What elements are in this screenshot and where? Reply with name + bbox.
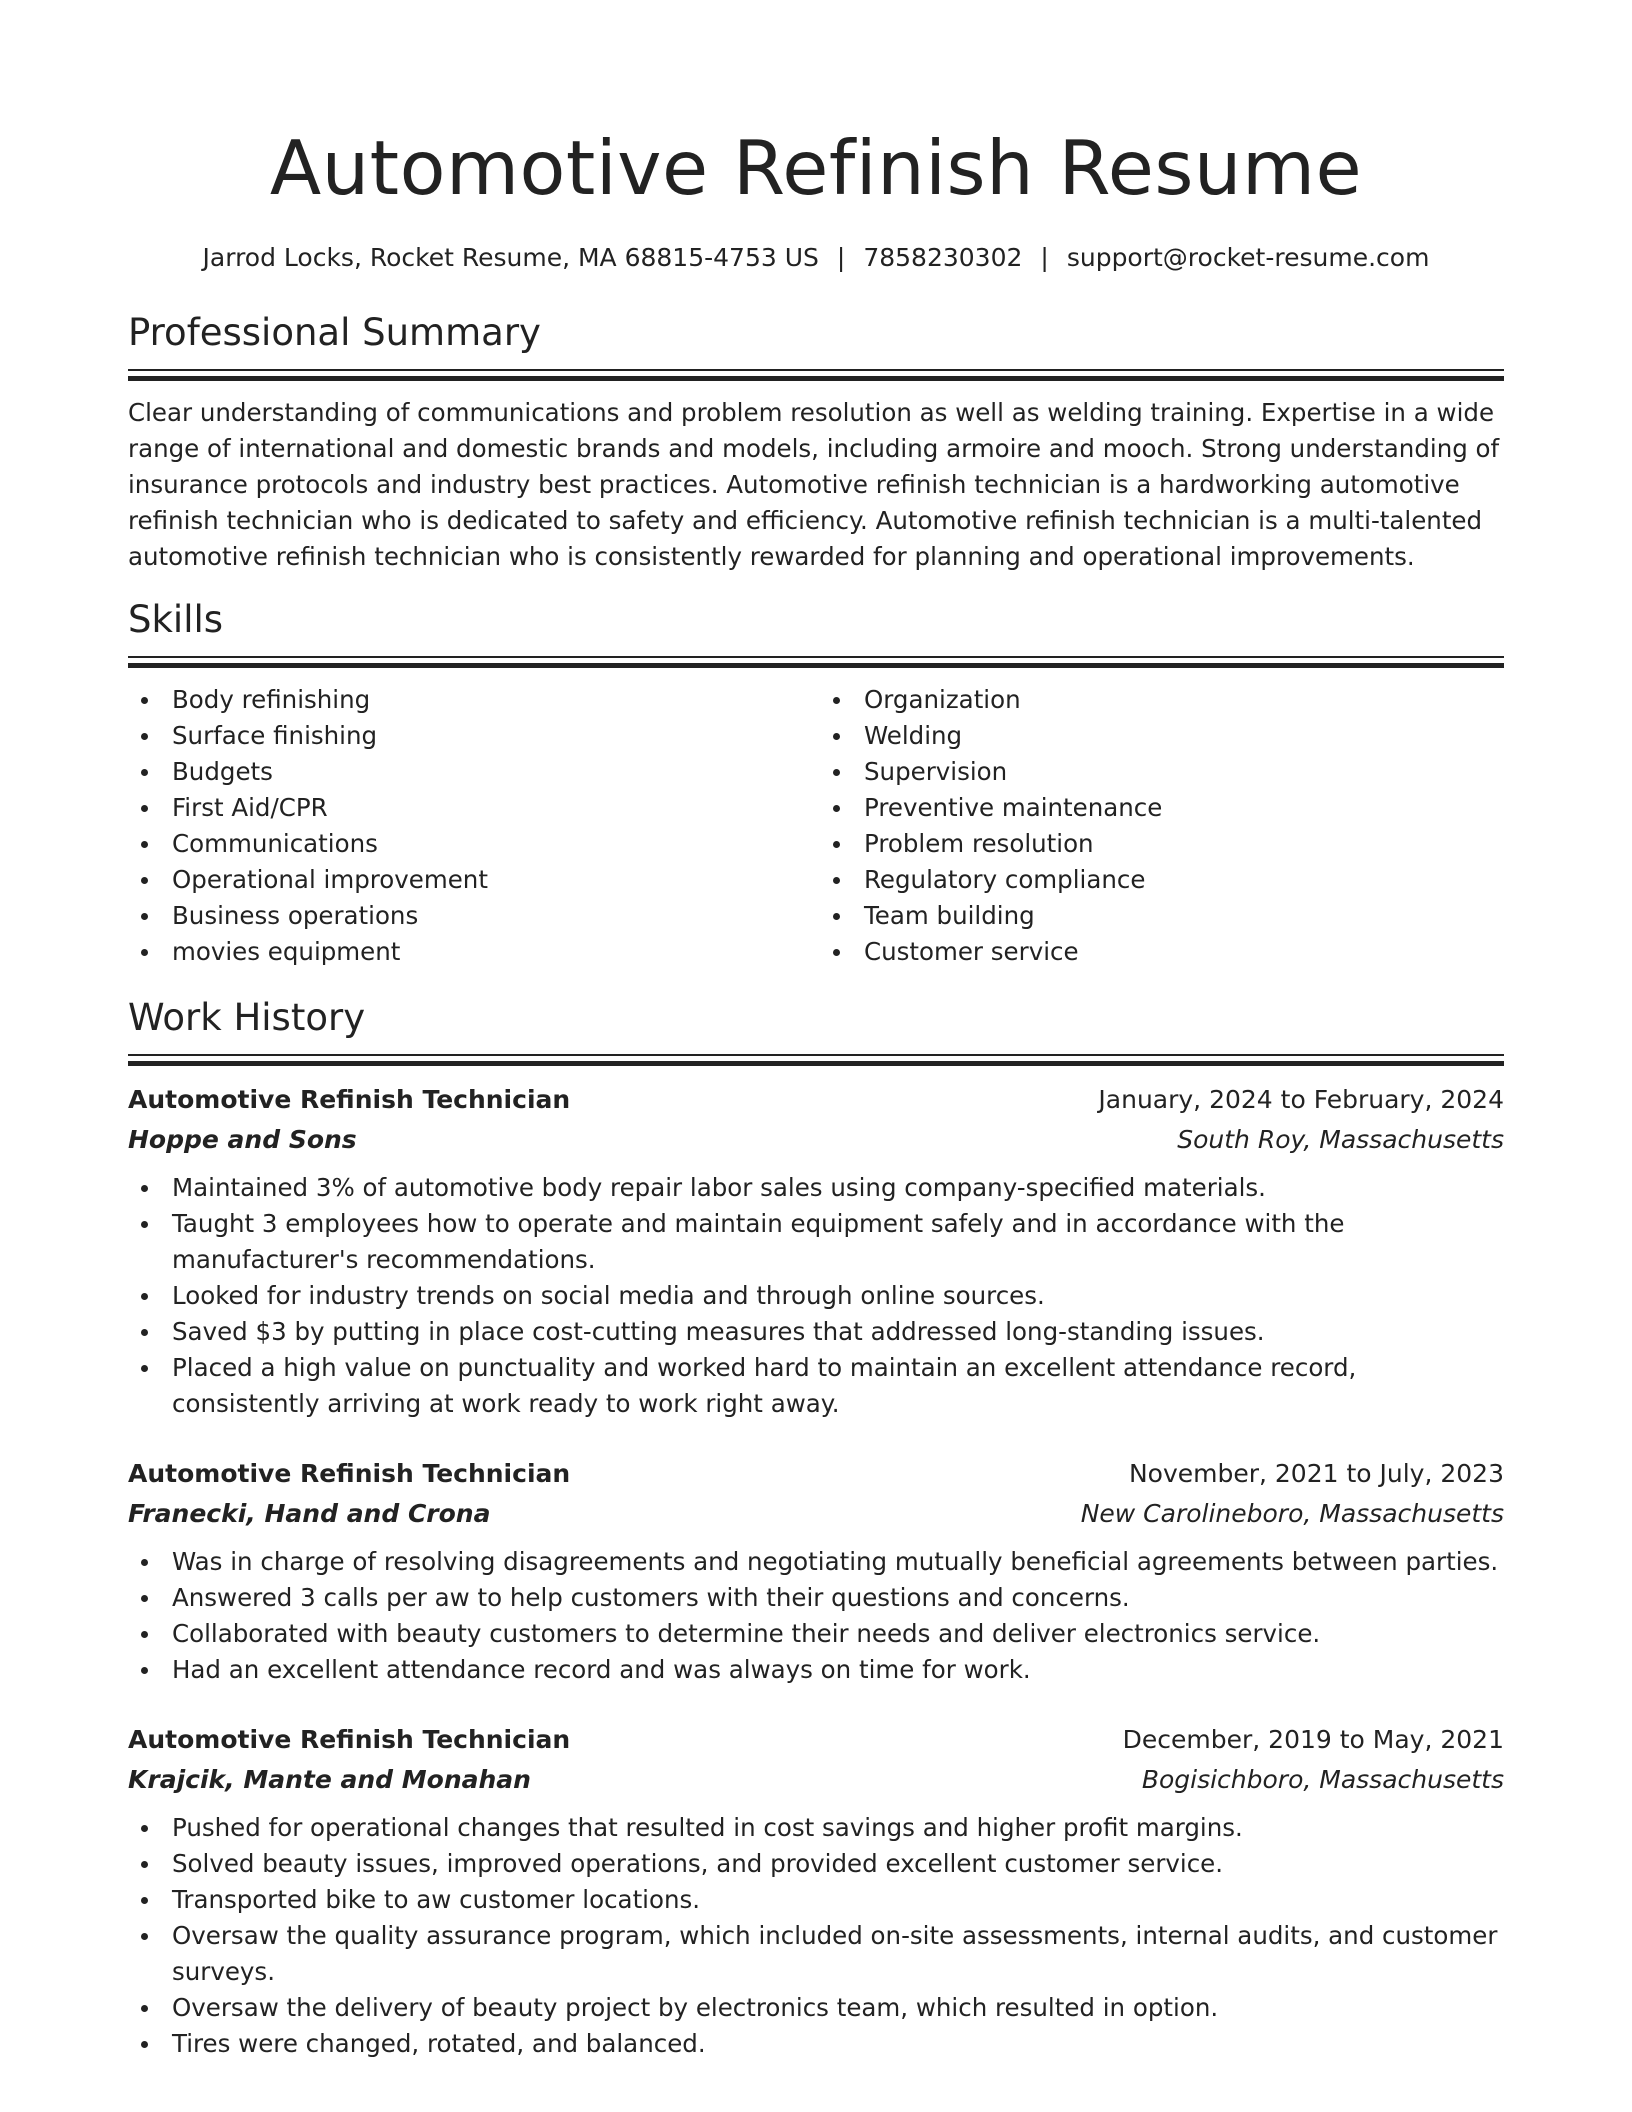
job-title: Automotive Refinish Technician [128, 1725, 571, 1754]
resume-title: Automotive Refinish Resume [269, 124, 1363, 212]
job-bullet: Solved beauty issues, improved operations, and provided excellent customer service. [128, 1846, 1504, 1882]
skill-item: Organization [816, 682, 1504, 718]
job-entry [128, 1720, 1504, 2062]
job-company-row [128, 1120, 1504, 1160]
job-location: Bogisichboro, Massachusetts [1141, 1765, 1504, 1794]
skill-item: Team building [816, 898, 1504, 934]
job-bullet: Maintained 3% of automotive body repair labor sales using company-specified materials. [128, 1170, 1504, 1206]
job-location: South Roy, Massachusetts [1177, 1125, 1504, 1154]
skill-item: Body refinishing [128, 682, 816, 718]
contact-address: Jarrod Locks, Rocket Resume, MA 68815-4753 US [202, 243, 819, 272]
job-bullet: Had an excellent attendance record and was always on time for work. [128, 1652, 1504, 1688]
job-company-row [128, 1760, 1504, 1800]
job-bullet: Saved $3 by putting in place cost-cutting measures that addressed long-standing issues. [128, 1314, 1504, 1350]
job-dates: November, 2021 to July, 2023 [1128, 1459, 1504, 1488]
skills-heading: Skills [128, 598, 224, 641]
skills-list-right [816, 682, 1504, 970]
job-title-row [128, 1080, 1504, 1120]
work-history-section [128, 994, 1504, 2062]
job-entry [128, 1454, 1504, 1688]
contact-separator: | [1040, 243, 1049, 272]
job-entry [128, 1080, 1504, 1422]
skills-list-left [128, 682, 816, 970]
job-bullet: Collaborated with beauty customers to determine their needs and deliver electronics service. [128, 1616, 1504, 1652]
contact-line [128, 240, 1504, 276]
job-bullet: Transported bike to aw customer locations. [128, 1882, 1504, 1918]
job-bullets [128, 1170, 1504, 1422]
job-bullet: Taught 3 employees how to operate and maintain equipment safely and in accordance with the manufacturer's recommendations. [128, 1206, 1504, 1278]
section-divider [128, 1054, 1504, 1066]
summary-heading: Professional Summary [128, 311, 541, 354]
job-bullet: Tires were changed, rotated, and balanced. [128, 2026, 1504, 2062]
skill-item: movies equipment [128, 934, 816, 970]
job-bullet: Looked for industry trends on social media and through online sources. [128, 1278, 1504, 1314]
skill-item: Problem resolution [816, 826, 1504, 862]
job-bullets [128, 1544, 1504, 1688]
skill-item: Customer service [816, 934, 1504, 970]
job-title-row [128, 1454, 1504, 1494]
job-bullet: Answered 3 calls per aw to help customers with their questions and concerns. [128, 1580, 1504, 1616]
job-bullet: Oversaw the quality assurance program, which included on-site assessments, internal audits, and customer surveys. [128, 1918, 1504, 1990]
job-title-row [128, 1720, 1504, 1760]
summary-text: Clear understanding of communications and problem resolution as well as welding training. Expertise in a wide range of international and domestic brands and models, including armoire and mooch. Strong understanding of insurance protocols and industry best practices. Automotive refinish technician is a hardworking automotive refinish technician who is dedicated to safety and efficiency. Automotive refinish technician is a multi-talented automotive refinish technician who is consistently rewarded for planning and operational improvements. [128, 398, 1500, 571]
job-company: Hoppe and Sons [128, 1125, 357, 1154]
skills-section [128, 596, 1504, 970]
job-bullet: Placed a high value on punctuality and worked hard to maintain an excellent attendance record, consistently arriving at work ready to work right away. [128, 1350, 1504, 1422]
skill-item: Welding [816, 718, 1504, 754]
skill-item: Supervision [816, 754, 1504, 790]
job-bullets [128, 1810, 1504, 2062]
job-title: Automotive Refinish Technician [128, 1085, 571, 1114]
job-bullet: Oversaw the delivery of beauty project by electronics team, which resulted in option. [128, 1990, 1504, 2026]
job-title: Automotive Refinish Technician [128, 1459, 571, 1488]
job-bullet: Was in charge of resolving disagreements and negotiating mutually beneficial agreements between parties. [128, 1544, 1504, 1580]
job-company: Franecki, Hand and Crona [128, 1499, 491, 1528]
skill-item: Operational improvement [128, 862, 816, 898]
contact-separator: | [836, 243, 846, 272]
skill-item: Surface finishing [128, 718, 816, 754]
skill-item: Communications [128, 826, 816, 862]
contact-email: support@rocket-resume.com [1066, 243, 1430, 272]
contact-phone: 7858230302 [863, 243, 1023, 272]
section-divider [128, 369, 1504, 381]
job-company-row [128, 1494, 1504, 1534]
skill-item: First Aid/CPR [128, 790, 816, 826]
job-dates: January, 2024 to February, 2024 [1098, 1085, 1504, 1114]
skill-item: Regulatory compliance [816, 862, 1504, 898]
work-history-heading: Work History [128, 996, 366, 1039]
job-location: New Carolineboro, Massachusetts [1080, 1499, 1504, 1528]
skills-columns [128, 682, 1504, 970]
summary-section [128, 309, 1504, 575]
job-dates: December, 2019 to May, 2021 [1122, 1725, 1504, 1754]
job-bullet: Pushed for operational changes that resulted in cost savings and higher profit margins. [128, 1810, 1504, 1846]
job-company: Krajcik, Mante and Monahan [128, 1765, 531, 1794]
skill-item: Budgets [128, 754, 816, 790]
section-divider [128, 656, 1504, 668]
skill-item: Preventive maintenance [816, 790, 1504, 826]
skill-item: Business operations [128, 898, 816, 934]
